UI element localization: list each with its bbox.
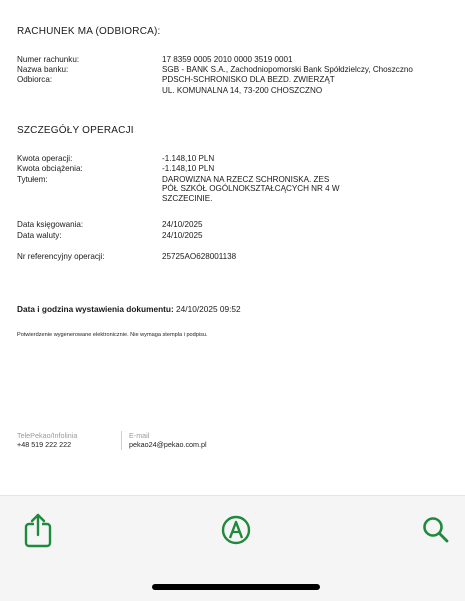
bank-name-value: SGB - BANK S.A., Zachodniopomorski Bank Spółdzielczy, Choszczno xyxy=(162,65,413,74)
transfer-title-value xyxy=(162,175,452,203)
share-button[interactable] xyxy=(18,510,58,550)
electronic-confirmation-note: Potwierdzenie wygenerowane elektronicznie. Nie wymaga stempla i podpisu. xyxy=(17,332,208,338)
transfer-title-line-1: DAROWIZNA NA RZECZ SCHRONISKA. ZES xyxy=(162,175,330,184)
issue-datetime-label: Data i godzina wystawienia dokumentu: xyxy=(17,304,174,314)
transfer-title-line-2: PÓŁ SZKÓŁ OGÓLNOKSZTAŁCĄCYCH NR 4 W xyxy=(162,184,340,194)
reference-label: Nr referencyjny operacji: xyxy=(17,252,105,261)
home-indicator xyxy=(152,584,320,590)
value-date-label: Data waluty: xyxy=(17,231,62,240)
transfer-title-line-3: SZCZECINIE. xyxy=(162,193,213,203)
value-date-value: 24/10/2025 xyxy=(162,231,203,240)
amount-label: Kwota operacji: xyxy=(17,154,73,163)
search-button[interactable] xyxy=(416,510,456,550)
issue-datetime-value: 24/10/2025 09:52 xyxy=(173,304,241,314)
debit-value: -1.148,10 PLN xyxy=(162,164,215,173)
hotline-label: TelePekao/Infolinia xyxy=(17,431,78,440)
booking-date-value: 24/10/2025 xyxy=(162,220,203,229)
markup-icon xyxy=(220,514,252,546)
recipient-address-value: UL. KOMUNALNA 14, 73-200 CHOSZCZNO xyxy=(162,86,323,95)
share-icon xyxy=(22,512,54,548)
account-number-label: Numer rachunku: xyxy=(17,55,80,64)
account-number-value: 17 8359 0005 2010 0000 3519 0001 xyxy=(162,55,293,64)
email-label: E-mail xyxy=(129,431,150,440)
debit-label: Kwota obciążenia: xyxy=(17,164,83,173)
recipient-section-title: RACHUNEK MA (ODBIORCA): xyxy=(17,26,161,37)
markup-button[interactable] xyxy=(216,510,256,550)
booking-date-label: Data księgowania: xyxy=(17,220,84,229)
hotline-contact xyxy=(17,431,77,449)
recipient-label: Odbiorca: xyxy=(17,75,53,84)
search-icon xyxy=(421,515,451,545)
reference-value: 25725AO628001138 xyxy=(162,252,237,261)
operation-section-title: SZCZEGÓŁY OPERACJI xyxy=(17,125,134,136)
recipient-name-value: PDSCH-SCHRONISKO DLA BEZD. ZWIERZĄT xyxy=(162,75,335,84)
contact-divider xyxy=(121,431,122,450)
transfer-title-label: Tytułem: xyxy=(17,175,48,184)
hotline-phone: +48 519 222 222 xyxy=(17,440,72,449)
email-address: pekao24@pekao.com.pl xyxy=(129,440,207,449)
amount-value: -1.148,10 PLN xyxy=(162,154,215,163)
issue-datetime xyxy=(17,304,241,314)
email-contact xyxy=(129,431,207,449)
bank-name-label: Nazwa banku: xyxy=(17,65,69,74)
